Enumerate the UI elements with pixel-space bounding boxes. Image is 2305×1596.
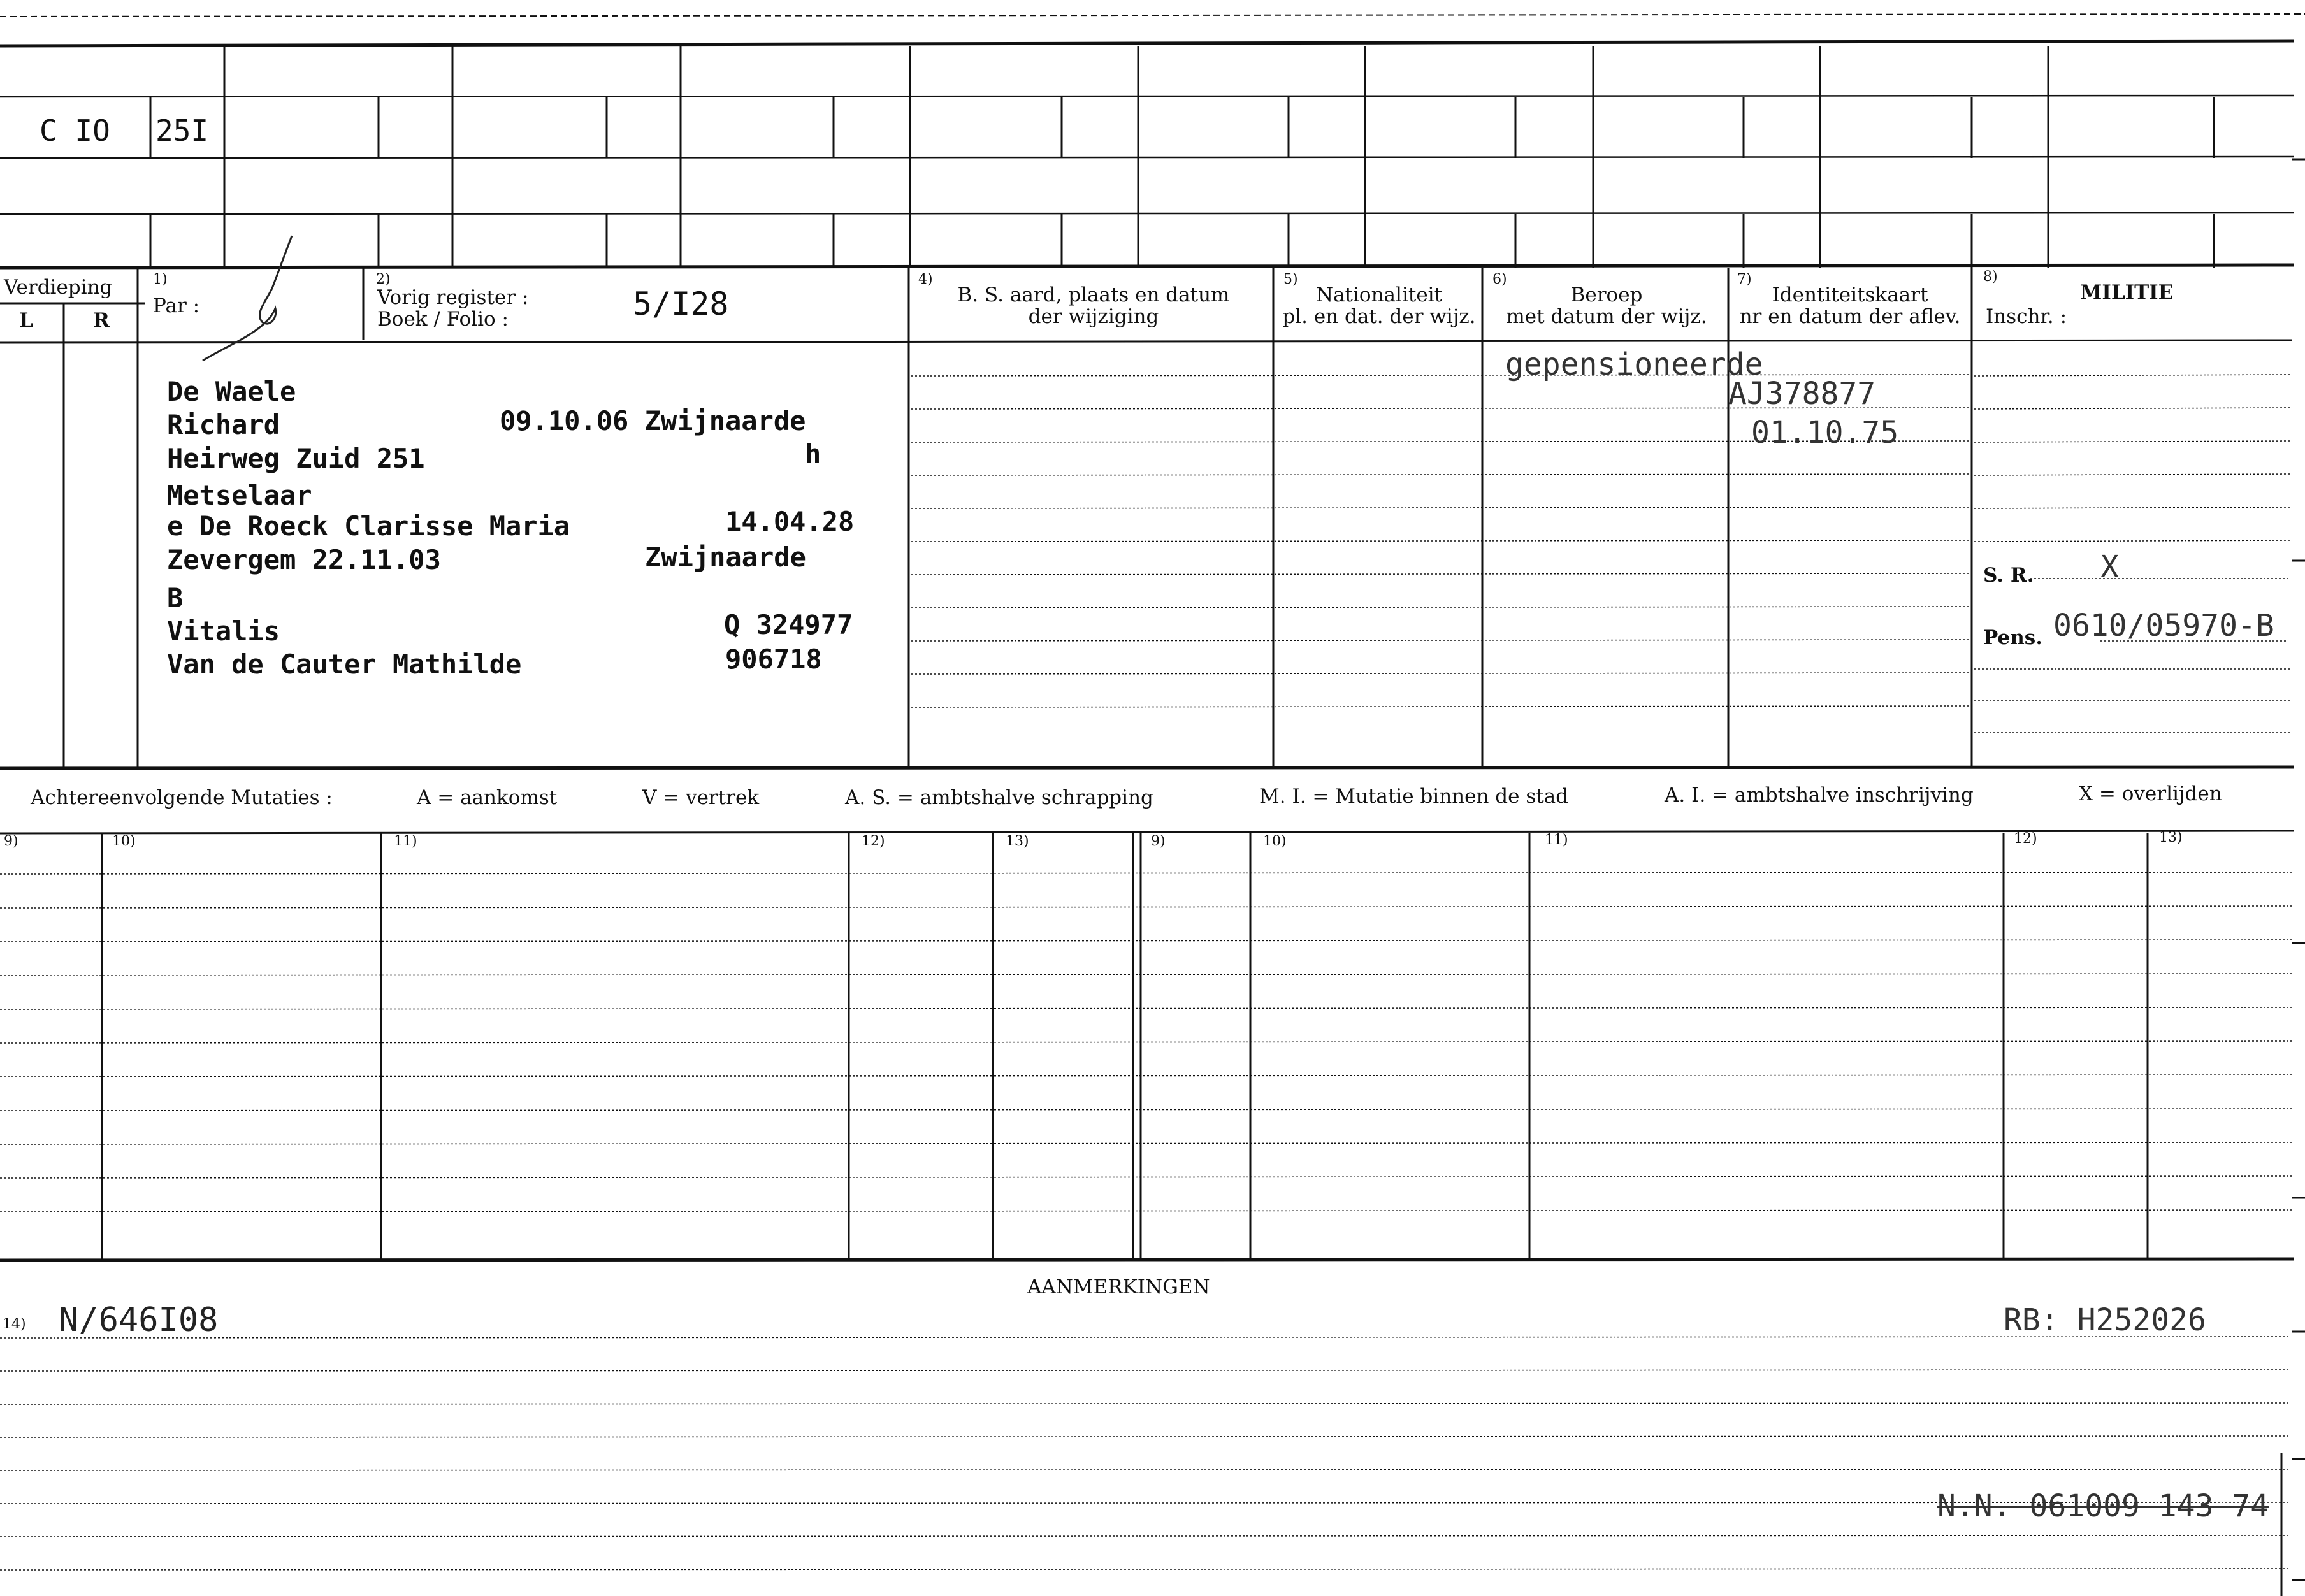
inschr-label: Inschr. : xyxy=(1986,305,2067,328)
mutations-header-rule xyxy=(0,831,2294,833)
mutation-writing-line xyxy=(0,974,2294,975)
mutation-writing-line xyxy=(0,1142,2294,1144)
mutation-col-12-left: 12) xyxy=(862,833,885,849)
person-father: Vitalis xyxy=(167,615,280,647)
remarks-writing-line xyxy=(0,1535,2288,1537)
middle-section-bottom xyxy=(0,767,2294,768)
remarks-writing-line xyxy=(0,1469,2288,1470)
field-number-14: 14) xyxy=(3,1316,26,1332)
rule-line xyxy=(1974,507,2292,508)
mutation-col-10-left: 10) xyxy=(112,833,136,849)
mutation-writing-line xyxy=(0,940,2294,942)
mutation-col-13-right: 13) xyxy=(2159,830,2183,845)
par-label: Par : xyxy=(153,294,200,317)
legend-mutatie-binnen-stad: M. I. = Mutatie binnen de stad xyxy=(1259,785,1569,808)
remarks-writing-line xyxy=(0,1436,2288,1437)
nn-number: N.N. 061009 143 74 xyxy=(1937,1488,2269,1524)
remarks-writing-line xyxy=(0,1337,2288,1338)
rule-line xyxy=(911,573,1969,575)
beroep-header-line1: Beroep xyxy=(1570,284,1643,306)
identiteitskaart-header-line2: nr en datum der aflev. xyxy=(1739,305,1961,328)
sr-value: X xyxy=(2100,549,2119,585)
mutation-col-12-right: 12) xyxy=(2014,831,2037,847)
rule-line xyxy=(911,507,1969,508)
rule-line xyxy=(1974,375,2292,376)
person-b-mark: B xyxy=(167,582,184,614)
rule-line xyxy=(1974,441,2292,442)
rule-line xyxy=(0,157,2294,158)
id-card-number: AJ378877 xyxy=(1728,376,1876,412)
person-surname: De Waele xyxy=(167,376,296,407)
mutation-writing-line xyxy=(0,872,2294,874)
mutation-writing-line xyxy=(0,1075,2294,1077)
mutation-writing-line xyxy=(0,906,2294,908)
nationaliteit-header-line1: Nationaliteit xyxy=(1315,284,1443,306)
person-address: Heirweg Zuid 251 xyxy=(167,443,425,474)
rule-line xyxy=(911,640,1969,641)
field-number-5: 5) xyxy=(1283,271,1298,287)
mutation-col-13-left: 13) xyxy=(1006,833,1029,849)
col-l-label: L xyxy=(19,309,33,332)
header-row-bottom xyxy=(0,340,2292,343)
person-occupation: Metselaar xyxy=(167,480,312,511)
header-border xyxy=(0,265,2294,268)
person-sex: h xyxy=(805,438,821,470)
bs-header-line2: der wijziging xyxy=(1028,305,1159,328)
mutation-writing-line xyxy=(0,1109,2294,1111)
person-birth: 09.10.06 Zwijnaarde xyxy=(500,405,806,436)
person-marriage-place: Zwijnaarde xyxy=(645,542,806,573)
aanmerkingen-title: AANMERKINGEN xyxy=(1027,1276,1210,1298)
legend-overlijden: X = overlijden xyxy=(2079,782,2222,805)
rb-number: RB: H252026 xyxy=(2004,1302,2206,1338)
rule-line xyxy=(911,706,1969,707)
legend-vertrek: V = vertrek xyxy=(642,786,760,809)
field-number-2: 2) xyxy=(376,271,391,287)
person-mother-number: 906718 xyxy=(725,643,822,675)
rule-line xyxy=(911,540,1969,542)
rule-line xyxy=(911,673,1969,674)
person-father-number: Q 324977 xyxy=(724,609,853,640)
rule-line xyxy=(1974,474,2292,475)
rule-line xyxy=(911,474,1969,475)
register-value: 5/I28 xyxy=(633,285,729,322)
field-number-1: 1) xyxy=(153,271,168,287)
person-mother: Van de Cauter Mathilde xyxy=(167,649,522,680)
person-spouse-birth: Zevergem 22.11.03 xyxy=(167,544,441,575)
bs-header-line1: B. S. aard, plaats en datum xyxy=(957,284,1230,306)
rule-line xyxy=(0,213,2294,214)
mutations-legend-title: Achtereenvolgende Mutaties : xyxy=(31,786,333,809)
mutation-col-11-left: 11) xyxy=(394,833,417,849)
person-marriage-date: 14.04.28 xyxy=(725,506,855,537)
mutation-col-11-right: 11) xyxy=(1545,832,1568,848)
person-firstname: Richard xyxy=(167,409,280,440)
verdieping-label: Verdieping xyxy=(4,276,113,299)
rule-line xyxy=(911,607,1969,608)
col-r-label: R xyxy=(93,309,110,332)
card-number: 25I xyxy=(155,113,209,148)
remarks-writing-line xyxy=(0,1370,2288,1371)
mutation-writing-line xyxy=(0,1007,2294,1009)
remarks-writing-line xyxy=(0,1569,2288,1570)
rule-line xyxy=(0,96,2294,97)
mutations-section-bottom xyxy=(0,1259,2294,1260)
remarks-writing-line xyxy=(0,1403,2288,1404)
remarks-value: N/646I08 xyxy=(59,1301,219,1339)
card-code: C IO xyxy=(40,113,110,148)
mutation-writing-line xyxy=(0,1176,2294,1178)
id-card-date: 01.10.75 xyxy=(1751,415,1899,450)
identiteitskaart-header-line1: Identiteitskaart xyxy=(1772,284,1928,306)
field-number-4: 4) xyxy=(918,271,933,287)
sr-label: S. R. xyxy=(1983,564,2034,587)
boek-folio-label: Boek / Folio : xyxy=(377,308,509,331)
rule-line xyxy=(1974,540,2292,542)
militie-header: MILITIE xyxy=(2080,281,2174,304)
nationaliteit-header-line2: pl. en dat. der wijz. xyxy=(1282,305,1476,328)
beroep-header-line2: met datum der wijz. xyxy=(1506,305,1707,328)
scan-edge-line xyxy=(0,14,2305,17)
vorig-register-label: Vorig register : xyxy=(377,286,529,309)
field-number-6: 6) xyxy=(1492,271,1507,287)
pens-label: Pens. xyxy=(1983,626,2042,649)
beroep-entry: gepensioneerde xyxy=(1505,347,1763,382)
legend-ambtshalve-schrapping: A. S. = ambtshalve schrapping xyxy=(845,786,1153,809)
mutation-col-9-right: 9) xyxy=(1151,833,1166,849)
mutation-col-9-left: 9) xyxy=(4,833,18,849)
pens-value: 0610/05970-B xyxy=(2053,608,2274,643)
field-number-7: 7) xyxy=(1737,271,1752,287)
legend-ambtshalve-inschrijving: A. I. = ambtshalve inschrijving xyxy=(1665,784,1974,807)
mutation-writing-line xyxy=(0,1210,2294,1212)
legend-aankomst: A = aankomst xyxy=(417,786,558,809)
mutation-writing-line xyxy=(0,1041,2294,1043)
field-number-8: 8) xyxy=(1983,269,1998,285)
person-spouse: e De Roeck Clarisse Maria xyxy=(167,510,570,542)
mutation-col-10-right: 10) xyxy=(1263,833,1287,849)
rule-line xyxy=(1974,408,2292,409)
top-grid-border xyxy=(0,41,2294,46)
